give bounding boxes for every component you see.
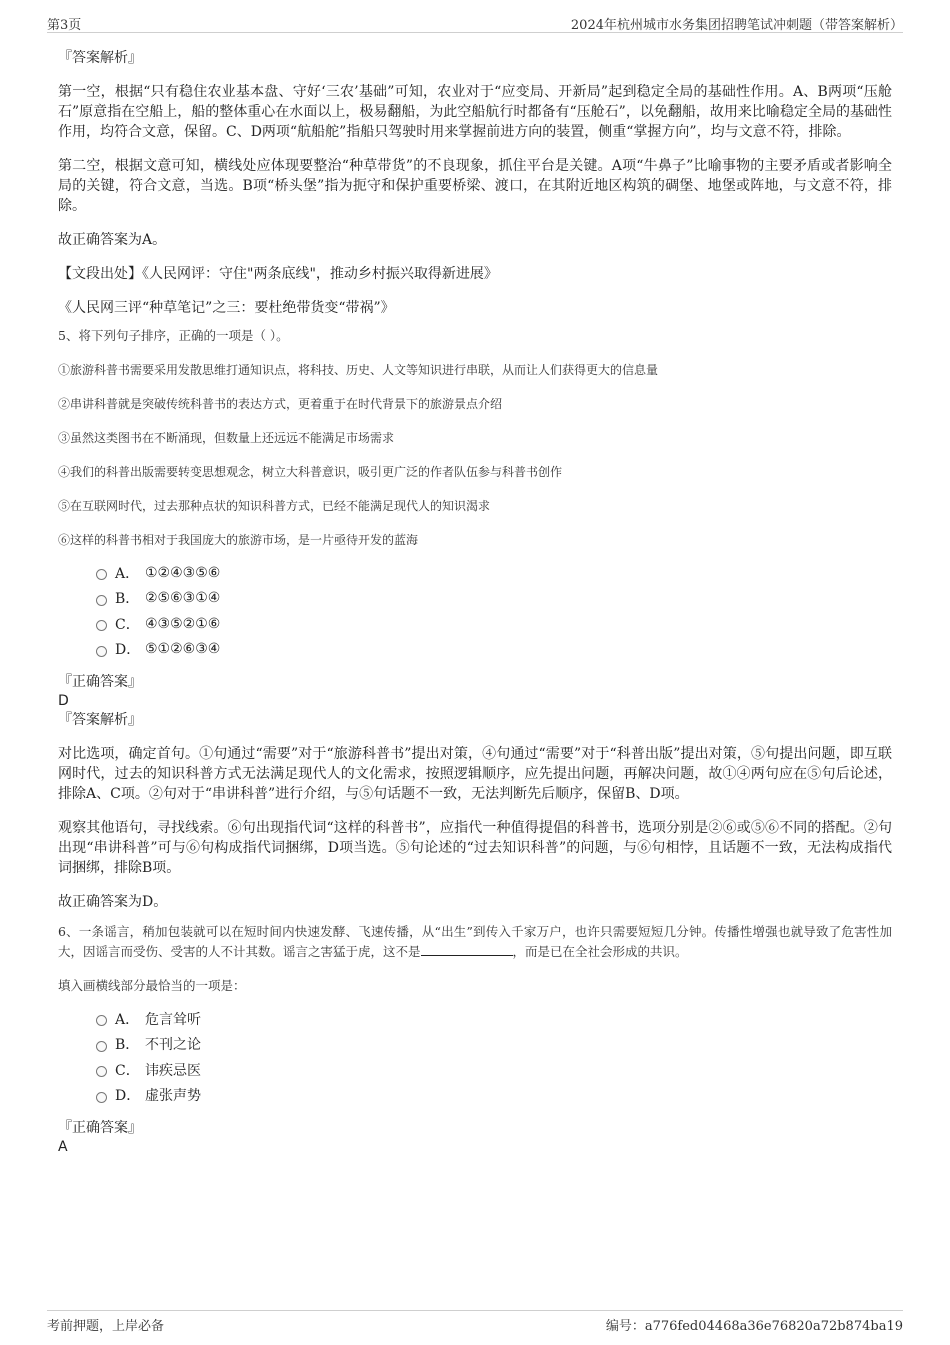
q6-stem-part-1: 6、一条谣言，稍加包装就可以在短时间内快速发酵、飞速传播，从“出生”到传入千家万户，也许只需要短短几分钟。传播性增强也就导致了危害性加大，因谣言而受伤、受害的人不计其数。谣言之害猛于虎，这不是 <box>58 924 892 959</box>
page-number: 第3页 <box>47 18 82 33</box>
q6-options <box>96 1006 892 1108</box>
q6-stem <box>58 922 892 962</box>
q4-analysis-para-1: 第一空，根据“只有稳住农业基本盘、守好‘三农’基础”可知，农业对于“应变局、开新局”起到稳定全局的基础性作用。A、B两项“压舱石”原意指在空船上，船的整体重心在水面以上，极易翻船，为此空船航行时都备有“压舱石”，以免翻船，故用来比喻稳定全局的基础性作用，均符合文意，保留。C、D两项“航船舵”指船只驾驶时用来掌握前进方向的装置，侧重“掌握方向”，均与文意不符，排除。 <box>58 84 892 140</box>
option-letter: B． <box>115 591 140 608</box>
option-text: 危言耸听 <box>145 1011 201 1028</box>
radio-icon[interactable] <box>96 569 107 580</box>
q6-option-a[interactable] <box>96 1006 892 1032</box>
q5-answer-label: 『正确答案』 <box>58 674 142 690</box>
page-header <box>47 10 903 33</box>
q4-analysis-label: 『答案解析』 <box>58 50 142 66</box>
q6-option-d[interactable] <box>96 1083 892 1109</box>
option-letter: C． <box>115 616 140 633</box>
option-text: ⑤①②⑥③④ <box>145 641 221 658</box>
q5-option-d[interactable] <box>96 637 892 663</box>
q5-analysis-para-1: 对比选项，确定首句。①句通过“需要”对于“旅游科普书”提出对策，④句通过“需要”对于“科普出版”提出对策，⑤句提出问题，即互联网时代，过去的知识科普方式无法满足现代人的文化需求，按照逻辑顺序，应先提出问题，再解决问题，故①④两句应在⑤句后论述，排除A、C项。②句对于“串讲科普”进行介绍，与⑤句话题不一致，无法判断先后顺序，保留B、D项。 <box>58 746 892 802</box>
option-text: 讳疾忌医 <box>145 1062 201 1079</box>
q4-source-1: 【文段出处】《人民网评：守住"两条底线"，推动乡村振兴取得新进展》 <box>58 266 498 282</box>
option-text: 不刊之论 <box>145 1037 201 1054</box>
footer-slogan: 考前押题，上岸必备 <box>47 1319 165 1334</box>
radio-icon[interactable] <box>96 1015 107 1026</box>
q5-option-b[interactable] <box>96 586 892 612</box>
page-footer <box>47 1310 903 1334</box>
q5-analysis-para-2: 观察其他语句，寻找线索。⑥句出现指代词“这样的科普书”，应指代一种值得提倡的科普书，选项分别是②⑥或⑤⑥不同的搭配。②句出现“串讲科普”可与⑥句构成指代词捆绑，D项当选。⑤句论述的“过去知识科普”的问题，与⑥句相悖，且话题不一致，无法构成指代词捆绑，排除B项。 <box>58 820 892 876</box>
q5-answer: D <box>58 693 69 709</box>
q6-instruction: 填入画横线部分最恰当的一项是： <box>58 978 246 993</box>
q5-sentence-5: ⑤在互联网时代，过去那种点状的知识科普方式，已经不能满足现代人的知识渴求 <box>58 499 491 513</box>
q5-stem: 5、将下列句子排序，正确的一项是（ ）。 <box>58 328 289 343</box>
q6-answer: A <box>58 1139 68 1155</box>
radio-icon[interactable] <box>96 1041 107 1052</box>
fill-blank <box>421 942 513 956</box>
option-letter: C． <box>115 1062 140 1079</box>
q6-option-c[interactable] <box>96 1057 892 1083</box>
q5-options <box>96 560 892 662</box>
q6-stem-part-2: ，而是已在全社会形成的共识。 <box>512 944 688 959</box>
radio-icon[interactable] <box>96 646 107 657</box>
q6-answer-label: 『正确答案』 <box>58 1120 142 1136</box>
option-text: 虚张声势 <box>145 1088 201 1105</box>
option-letter: A． <box>115 1011 140 1028</box>
option-text: ②⑤⑥③①④ <box>145 590 221 607</box>
option-letter: A． <box>115 565 140 582</box>
radio-icon[interactable] <box>96 620 107 631</box>
q4-source-2: 《人民网三评“种草笔记”之三：要杜绝带货变“带祸”》 <box>58 300 395 316</box>
option-text: ①②④③⑤⑥ <box>145 564 221 581</box>
radio-icon[interactable] <box>96 1066 107 1077</box>
option-letter: D． <box>115 642 141 659</box>
radio-icon[interactable] <box>96 595 107 606</box>
document-body <box>58 48 892 1156</box>
document-title: 2024年杭州城市水务集团招聘笔试冲刺题（带答案解析） <box>570 18 903 33</box>
q5-option-a[interactable] <box>96 560 892 586</box>
radio-icon[interactable] <box>96 1092 107 1103</box>
q5-analysis-label: 『答案解析』 <box>58 712 142 728</box>
q5-sentence-4: ④我们的科普出版需要转变思想观念，树立大科普意识，吸引更广泛的作者队伍参与科普书创作 <box>58 465 563 479</box>
q5-option-c[interactable] <box>96 611 892 637</box>
option-letter: B． <box>115 1037 140 1054</box>
q5-sentence-1: ①旅游科普书需要采用发散思维打通知识点，将科技、历史、人文等知识进行串联，从而让人们获得更大的信息量 <box>58 363 659 377</box>
document-id: 编号：a776fed04468a36e76820a72b874ba19 <box>605 1319 903 1334</box>
q6-option-b[interactable] <box>96 1032 892 1058</box>
q5-conclusion: 故正确答案为D。 <box>58 894 168 910</box>
q4-conclusion: 故正确答案为A。 <box>58 232 167 248</box>
q5-sentence-2: ②串讲科普就是突破传统科普书的表达方式，更着重于在时代背景下的旅游景点介绍 <box>58 397 503 411</box>
q5-sentence-6: ⑥这样的科普书相对于我国庞大的旅游市场，是一片亟待开发的蓝海 <box>58 533 419 547</box>
q4-analysis-para-2: 第二空，根据文意可知，横线处应体现要整治“种草带货”的不良现象，抓住平台是关键。A项“牛鼻子”比喻事物的主要矛盾或者影响全局的关键，符合文意，当选。B项“桥头堡”指为扼守和保护重要桥梁、渡口，在其附近地区构筑的碉堡、地堡或阵地，与文意不符，排除。 <box>58 158 892 214</box>
option-text: ④③⑤②①⑥ <box>145 615 221 632</box>
option-letter: D． <box>115 1088 141 1105</box>
q5-sentence-3: ③虽然这类图书在不断涌现，但数量上还远远不能满足市场需求 <box>58 431 395 445</box>
